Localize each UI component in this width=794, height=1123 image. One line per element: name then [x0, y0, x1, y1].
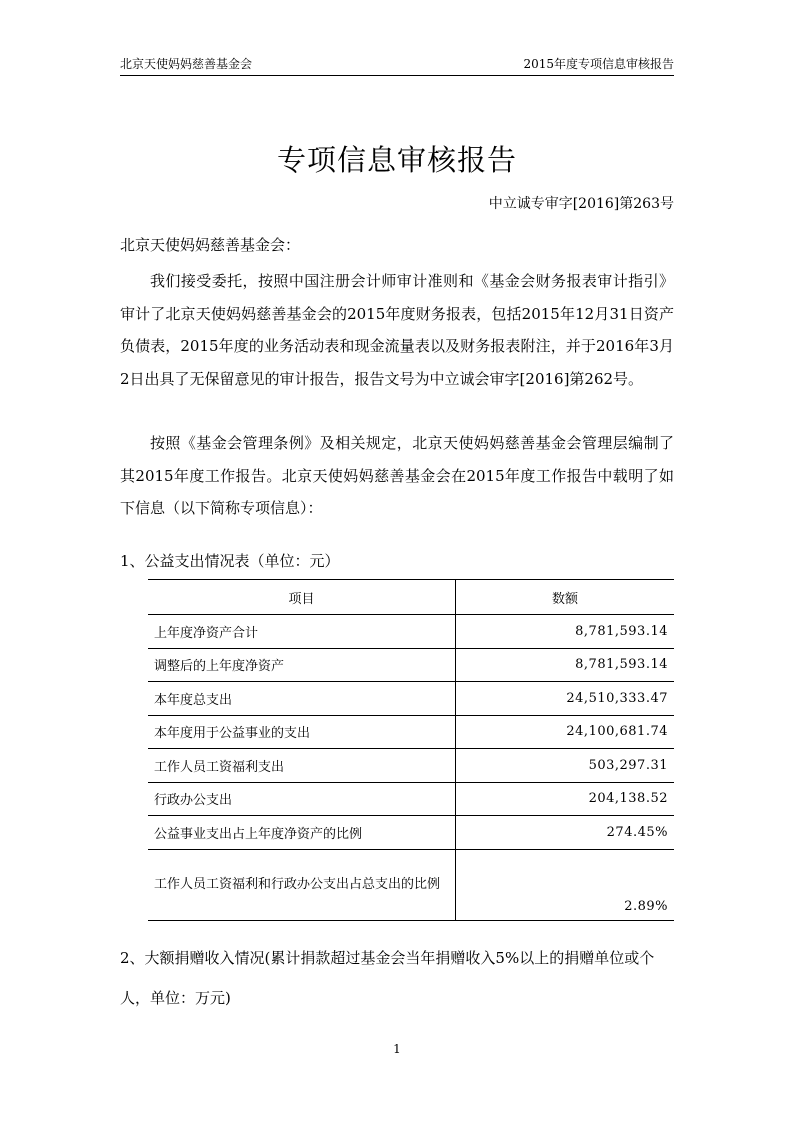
table-row — [148, 849, 674, 920]
paragraph-1: 我们接受委托，按照中国注册会计师审计准则和《基金会财务报表审计指引》审计了北京天使妈妈慈善基金会的2015年度财务报表，包括2015年12月31日资产负债表，2015年度的业务活动表和现金流量表以及财务报表附注，并于2016年3月2日出具了无保留意见的审计报告，报告文号为中立诚会审字[2016]第262号。 — [120, 272, 674, 388]
table-row — [148, 715, 674, 749]
table-row — [148, 648, 674, 682]
document-title: 专项信息审核报告 — [276, 143, 517, 177]
page-header — [120, 55, 674, 76]
table-row — [148, 749, 674, 783]
row-item: 公益事业支出占上年度净资产的比例 — [148, 816, 456, 850]
row-amount: 204,138.52 — [456, 782, 675, 816]
row-amount: 274.45% — [456, 816, 675, 850]
row-amount: 8,781,593.14 — [456, 648, 675, 682]
row-item: 行政办公支出 — [148, 782, 456, 816]
expenditure-table — [148, 579, 674, 921]
row-item: 工作人员工资福利支出 — [148, 749, 456, 783]
row-item: 本年度总支出 — [148, 682, 456, 716]
column-header-amount: 数额 — [456, 580, 675, 615]
table-row — [148, 615, 674, 649]
row-item: 上年度净资产合计 — [148, 615, 456, 649]
row-item: 本年度用于公益事业的支出 — [148, 715, 456, 749]
section-1-title: 1、公益支出情况表（单位：元） — [120, 552, 340, 570]
section-2-title: 2、大额捐赠收入情况(累计捐款超过基金会当年捐赠收入5%以上的捐赠单位或个人，单位：万元) — [120, 949, 655, 1007]
row-item: 调整后的上年度净资产 — [148, 648, 456, 682]
table-row — [148, 816, 674, 850]
row-amount: 24,100,681.74 — [456, 715, 675, 749]
header-report-name: 2015年度专项信息审核报告 — [523, 57, 674, 71]
table-row — [148, 682, 674, 716]
header-org-name: 北京天使妈妈慈善基金会 — [120, 57, 253, 71]
row-amount: 2.89% — [456, 849, 675, 920]
row-item: 工作人员工资福利和行政办公支出占总支出的比例 — [148, 849, 456, 920]
table-row — [148, 782, 674, 816]
row-amount: 8,781,593.14 — [456, 615, 675, 649]
table-header-row — [148, 580, 674, 615]
page-number: 1 — [393, 1042, 401, 1056]
addressee: 北京天使妈妈慈善基金会： — [120, 236, 301, 254]
row-amount: 503,297.31 — [456, 749, 675, 783]
row-amount: 24,510,333.47 — [456, 682, 675, 716]
column-header-item: 项目 — [148, 580, 456, 615]
document-number: 中立诚专审字[2016]第263号 — [488, 196, 674, 212]
paragraph-2: 按照《基金会管理条例》及相关规定，北京天使妈妈慈善基金会管理层编制了其2015年度工作报告。北京天使妈妈慈善基金会在2015年度工作报告中载明了如下信息（以下简称专项信息）： — [120, 434, 674, 517]
